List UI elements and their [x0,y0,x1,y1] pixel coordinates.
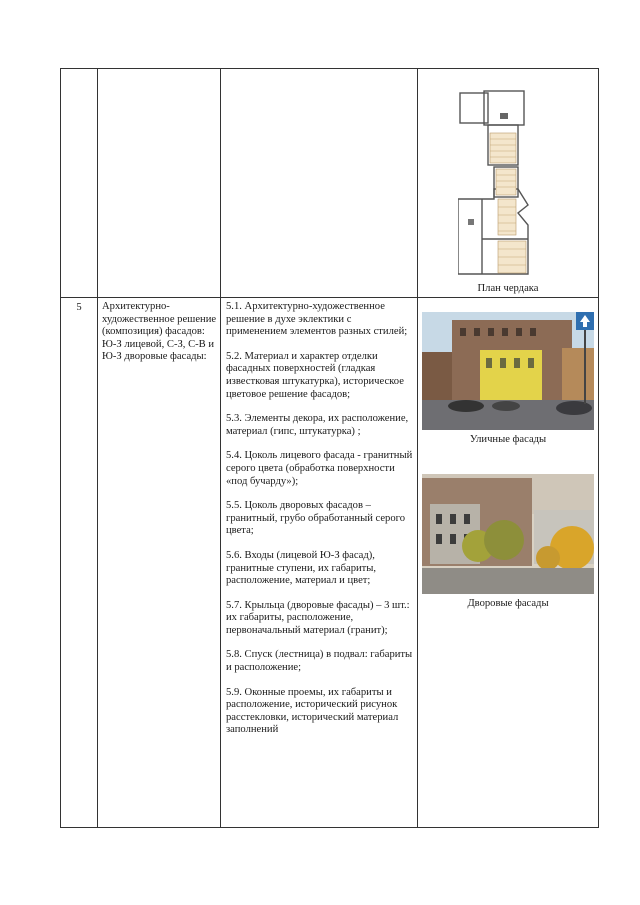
item-number: 5 [61,298,98,828]
desc-item: 5.1. Архитектурно-художественное решение в духе эклектики с применением элементов разных стилей; [226,301,408,338]
number-cell [61,69,98,298]
description-cell [221,69,418,298]
item-name: Архитектурно-художественное решение (композиция) фасадов: Ю-З лицевой, С-З, С-В и Ю-З дворовые фасады: [98,298,221,828]
courtyard-facade-caption: Дворовые фасады [467,598,549,609]
desc-item: 5.5. Цоколь дворовых фасадов – гранитный, грубо обработанный серого цвета; [226,500,406,537]
table-row [61,298,599,828]
illustration-cell [418,298,599,828]
name-cell [98,69,221,298]
street-facade-caption: Уличные фасады [469,434,547,445]
table-row [61,69,599,298]
desc-item: 5.6. Входы (лицевой Ю-З фасад), гранитные ступени, их габариты, расположение, материал и цвет; [226,549,377,587]
desc-item: 5.9. Оконные проемы, их габариты и расположение, исторический рисунок расстекловки, исторический материал заполнений [226,686,399,736]
item-description [221,298,418,828]
plan-caption: План чердака [477,283,539,295]
street-facade-photo [422,312,594,430]
attic-plan-drawing [458,89,558,279]
desc-item: 5.7. Крыльца (дворовые фасады) – 3 шт.: их габариты, расположение, первоначальный материал (гранит); [226,599,410,636]
desc-item: 5.3. Элементы декора, их расположение, материал (гипс, штукатурка) ; [226,413,409,437]
desc-item: 5.4. Цоколь лицевого фасада - гранитный серого цвета (обработка поверхности «под бучарду»); [226,450,413,487]
desc-item: 5.2. Материал и характер отделки фасадных поверхностей (гладкая известковая штукатурка), историческое цветовое решение фасадов; [226,350,404,400]
desc-item: 5.8. Спуск (лестница) в подвал: габариты и расположение; [226,649,413,674]
courtyard-facade-photo [422,474,594,594]
illustration-cell [418,69,599,298]
protection-subject-table [60,68,599,828]
